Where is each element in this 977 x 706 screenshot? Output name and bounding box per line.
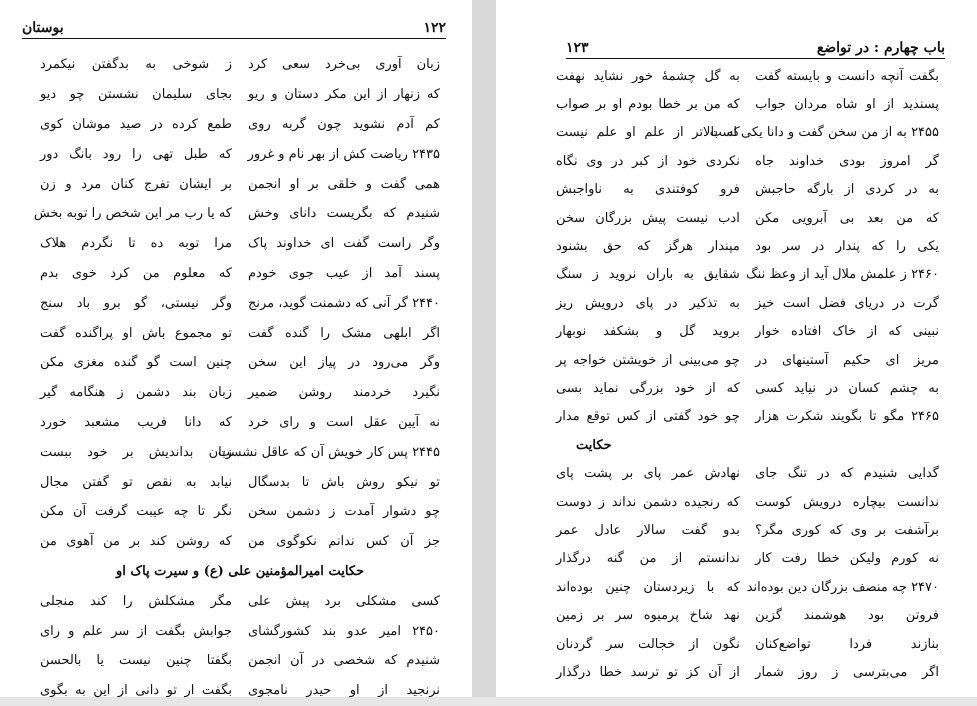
second-hemistich: نهد شاخ پرمیوه سر بر زمین <box>556 608 740 624</box>
first-hemistich: پسندید از او شاه مردان جواب <box>755 97 939 113</box>
second-hemistich: مپندار هرگز که حق بشنود <box>556 239 740 255</box>
left-page <box>0 0 472 697</box>
verse-line <box>556 232 939 260</box>
first-hemistich: کسی مشکلی برد پیش علی <box>248 593 440 609</box>
second-hemistich: نگر تا چه عیبت گرفت آن مکن <box>40 504 232 520</box>
verse-line <box>556 374 939 402</box>
first-hemistich: ۲۴۴۰ گر آنی که دشمنت گوید، مرنج <box>248 295 440 311</box>
second-hemistich: بر ایشان تفرج کنان مرد و زن <box>40 176 232 192</box>
right-header-title: باب چهارم : در تواضع <box>816 40 945 56</box>
verse-line <box>556 90 939 118</box>
first-hemistich: مریز ای حکیم آستینهای در <box>755 352 939 368</box>
first-hemistich: ۲۴۵۰ امیر عدو بند کشورگشای <box>248 623 440 639</box>
verse-line <box>556 403 939 431</box>
first-hemistich: ۲۴۶۰ ز علمش ملال آید از وعظ ننگ <box>746 267 939 283</box>
first-hemistich: گرت در دریای فضل است خیز <box>755 295 939 311</box>
first-hemistich: اگر ابلهی مشک را گنده گفت <box>248 325 440 341</box>
second-hemistich: به تذکیر در پای درویش ریز <box>556 295 740 311</box>
second-hemistich: جوابش بگفت از سر علم و رای <box>40 623 232 639</box>
first-hemistich: بنازند فردا تواضع‌کنان <box>755 636 939 652</box>
second-hemistich: مگر مشکلش را کند منجلی <box>40 593 232 609</box>
section-heading: حکایت امیرالمؤمنین علی (ع) و سیرت پاک او <box>116 563 364 579</box>
verse-line <box>40 110 440 140</box>
verse-line <box>556 147 939 175</box>
verse-line <box>40 139 440 169</box>
second-hemistich: طمع کرده در صید موشان کوی <box>40 116 232 132</box>
verse-line <box>556 516 939 544</box>
first-hemistich: نه کورم ولیکن خطا رفت کار <box>755 551 939 567</box>
second-hemistich: بگفت ار تو دانی از این به بگوی <box>40 683 232 699</box>
second-hemistich: بروید گل و بشکفد نوبهار <box>556 324 740 340</box>
verse-line <box>556 318 939 346</box>
first-hemistich: به در کردی از بارگه حاجبش <box>755 182 939 198</box>
right-header-rule <box>566 58 945 59</box>
second-hemistich: از آن کز تو ترسد خطا درگذار <box>556 664 740 680</box>
verse-line <box>40 80 440 110</box>
first-hemistich: گدایی شنیدم که در تنگ جای <box>755 466 939 482</box>
first-hemistich: زبان آوری بی‌خرد سعی کرد <box>248 57 440 73</box>
first-hemistich: شنیدم که بگریست دانای وخش <box>248 206 440 222</box>
second-hemistich: به گل چشمهٔ خور نشاید نهفت <box>556 68 740 84</box>
first-hemistich: چو دشوار آمدت ز دشمن سخن <box>248 504 440 520</box>
second-hemistich: زبان بند دشمن ز هنگامه گیر <box>40 385 232 401</box>
left-page-header <box>22 16 446 36</box>
second-hemistich: چنین است گو گنده مغزی مکن <box>40 355 232 371</box>
second-hemistich: نیابد به نقص تو گفتن مجال <box>40 474 232 490</box>
verse-line <box>40 586 440 616</box>
verse-line <box>556 573 939 601</box>
first-hemistich: وگر راست گفت ای خداوند پاک <box>248 236 440 252</box>
second-hemistich: زبان بداندیش بر خود ببست <box>40 444 232 460</box>
second-hemistich: بجای سلیمان نشستن چو دیو <box>40 87 232 103</box>
second-hemistich: که من بر خطا بودم او بر صواب <box>556 97 740 113</box>
first-hemistich: همی گفت و خلقی بر او انجمن <box>248 176 440 192</box>
right-page-body <box>556 62 939 687</box>
first-hemistich: برآشفت بر وی که کوری مگر؟ <box>755 522 939 538</box>
first-hemistich: یکی را که پندار در سر بود <box>755 239 939 255</box>
left-page-body <box>33 50 440 706</box>
verse-line <box>556 459 939 487</box>
first-hemistich: به چشم کسان در نیاید کسی <box>755 380 939 396</box>
verse-line <box>556 119 939 147</box>
right-page-number: ۱۲۳ <box>566 40 589 56</box>
verse-line <box>40 229 440 259</box>
second-hemistich: بدو گفت سالار عادل عمر <box>556 522 740 538</box>
verse-line <box>556 488 939 516</box>
left-header-rule <box>22 38 446 39</box>
first-hemistich: جز آن کس ندانم نکوگوی من <box>248 534 440 550</box>
second-hemistich: چو می‌بینی از خویشتن خواجه پر <box>556 352 740 368</box>
second-hemistich: ز شوخی به بدگفتن نیکمرد <box>40 57 232 73</box>
first-hemistich: نرنجید از او حیدر نامجوی <box>248 683 440 699</box>
second-hemistich: مرا توبه ده تا نگردم هلاک <box>40 236 232 252</box>
second-hemistich: که یا رب مر این شخص را توبه بخش <box>33 206 232 222</box>
right-page <box>496 0 977 697</box>
first-hemistich: پسند آمد از عیب جوی خودم <box>248 265 440 281</box>
verse-line <box>556 204 939 232</box>
verse-line <box>40 378 440 408</box>
verse-line <box>40 318 440 348</box>
verse-line <box>556 176 939 204</box>
second-hemistich: شقایق به باران نروید ز سنگ <box>556 267 740 283</box>
second-hemistich: نگون از خجالت سر گردنان <box>556 636 740 652</box>
right-page-header <box>566 36 945 56</box>
first-hemistich: شنیدم که شخصی در آن انجمن <box>248 653 440 669</box>
verse-line <box>40 676 440 706</box>
verse-line <box>40 437 440 467</box>
verse-line <box>556 601 939 629</box>
first-hemistich: ۲۴۳۵ ریاضت کش از بهر نام و غرور <box>247 146 440 162</box>
first-hemistich: گر امروز بودی خداوند جاه <box>755 153 939 169</box>
left-page-number: ۱۲۲ <box>423 20 446 36</box>
first-hemistich: نه آیین عقل است و رای خرد <box>248 414 440 430</box>
first-hemistich: ۲۴۵۵ به از من سخن گفت و دانا یکی است <box>709 125 939 141</box>
verse-line <box>40 50 440 80</box>
first-hemistich: وگر می‌رود در پیاز این سخن <box>248 355 440 371</box>
verse-line <box>40 408 440 438</box>
verse-line <box>556 630 939 658</box>
first-hemistich: فروتن بود هوشمند گزین <box>755 608 939 624</box>
verse-line <box>33 199 440 229</box>
verse-line <box>40 616 440 646</box>
verse-line <box>40 497 440 527</box>
second-hemistich: که با زیردستان چنین بوده‌اند <box>556 579 740 595</box>
second-hemistich: نهادش عمر پای بر پشت پای <box>556 466 740 482</box>
first-hemistich: تو نیکو روش باش تا بدسگال <box>248 474 440 490</box>
second-hemistich: که روشن کند بر من آهوی من <box>40 534 232 550</box>
verse-line <box>40 646 440 676</box>
first-hemistich: ۲۴۶۵ مگو تا بگویند شکرت هزار <box>755 409 939 425</box>
second-hemistich: که معلوم من کرد خوی بدم <box>40 265 232 281</box>
second-hemistich: فرو کوفتندی به ناواجبش <box>556 182 740 198</box>
first-hemistich: اگر می‌بترسی ز روز شمار <box>755 664 939 680</box>
left-header-title: بوستان <box>22 20 64 36</box>
second-hemistich: وگر نیستی، گو برو باد سنج <box>40 295 232 311</box>
second-hemistich: که طبل تهی را رود بانگ دور <box>40 146 232 162</box>
second-hemistich: ندانستم از من گنه درگذار <box>556 551 740 567</box>
second-hemistich: چو خود گفتی از کس توقع مدار <box>556 409 740 425</box>
verse-line <box>40 348 440 378</box>
second-hemistich: تو مجموع باش او پراگنده گفت <box>40 325 232 341</box>
verse-line <box>556 658 939 686</box>
second-hemistich: که رنجیده دشمن نداند ز دوست <box>556 494 740 510</box>
first-hemistich: ۲۴۴۵ پس کار خویش آن که عاقل نشست <box>217 444 440 460</box>
verse-line <box>40 288 440 318</box>
verse-line <box>556 289 939 317</box>
second-hemistich: بگفتا چنین نیست یا بالحسن <box>40 653 232 669</box>
verse-line <box>40 169 440 199</box>
second-hemistich: که از خود بزرگی نماید بسی <box>556 380 740 396</box>
verse-line <box>40 527 440 557</box>
second-hemistich: ادب نیست پیش بزرگان سخن <box>556 210 740 226</box>
verse-line <box>556 261 939 289</box>
first-hemistich: ندانست بیچاره درویش کوست <box>755 494 939 510</box>
section-heading: حکایت <box>576 437 612 453</box>
second-hemistich: که بالاتر از علم او علم نیست <box>556 125 740 141</box>
first-hemistich: که زنهار از این مکر دستان و ریو <box>248 87 440 103</box>
verse-line <box>40 259 440 289</box>
first-hemistich: که من بعد بی آبرویی مکن <box>755 210 939 226</box>
second-hemistich: نکردی خود از کبر در وی نگاه <box>556 153 740 169</box>
verse-line <box>556 346 939 374</box>
first-hemistich: نبینی که از خاک افتاده خوار <box>755 324 939 340</box>
second-hemistich: که دانا فریب مشعبد خورد <box>40 414 232 430</box>
first-hemistich: کم آدم نشوید چون گربه روی <box>248 116 440 132</box>
verse-line <box>556 62 939 90</box>
verse-line <box>40 467 440 497</box>
first-hemistich: ۲۴۷۰ چه منصف بزرگان دین بوده‌اند <box>746 579 939 595</box>
first-hemistich: نگیرد خردمند روشن ضمیر <box>248 385 440 401</box>
book-gutter <box>472 0 496 697</box>
verse-line <box>556 545 939 573</box>
first-hemistich: بگفت آنچه دانست و بایسته گفت <box>755 68 939 84</box>
